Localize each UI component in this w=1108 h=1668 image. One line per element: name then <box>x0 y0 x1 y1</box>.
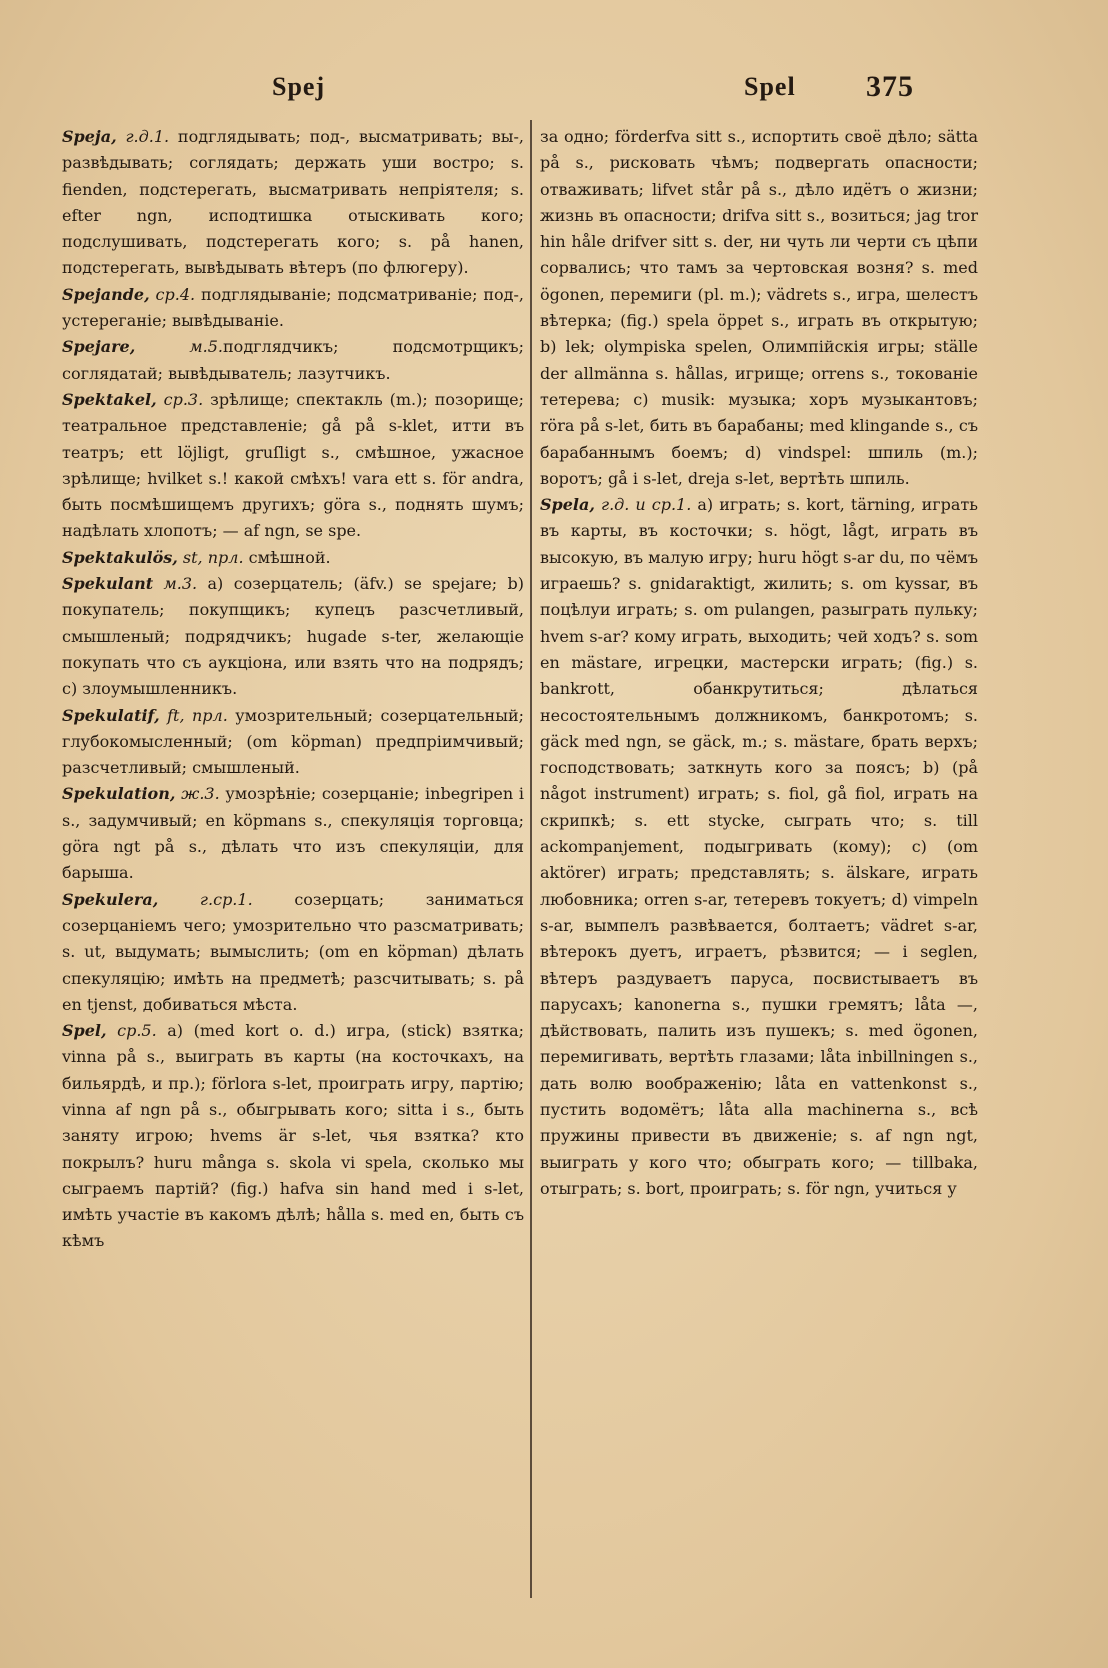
grammar-label: ср.5. <box>106 1021 157 1041</box>
entry <box>62 124 524 282</box>
column-divider <box>530 120 532 1598</box>
entry <box>62 781 524 886</box>
entry <box>540 492 978 1202</box>
entry <box>62 282 524 335</box>
grammar-label: ср.3. <box>156 389 204 409</box>
definition: a) созерцатель; (äfv.) se spejare; b) покупатель; покупщикъ; купецъ разсчетливый, смышленый; подрядчикъ; hugade s-ter, желающіе покупать что съ аукціона, или взять что на подрядъ; c) злоумышленникъ. <box>62 574 524 699</box>
entry <box>62 1018 524 1255</box>
grammar-label: ср.4. <box>149 284 196 304</box>
running-head-right: Spel <box>744 72 796 101</box>
definition: умозрѣніе; созерцаніе; inbegripen i s., задумчивый; en köpmans s., спекуляція торговца; göra ngt på s., дѣлать что изъ спекуляціи, для барыша. <box>62 784 525 883</box>
grammar-label: г.д. и ср.1. <box>594 495 692 515</box>
definition: умозрительный; созерцательный; глубокомысленный; (om köpman) предпріимчивый; разсчетливый; смышленый. <box>62 705 524 778</box>
running-head-left: Spej <box>272 72 326 101</box>
headword: Spekulant <box>62 574 154 594</box>
definition: за одно; förderfva sitt s., испортить своё дѣло; sätta på s., рисковать чѣмъ; подвергать опасности; отваживать; lifvet står på s., дѣло идётъ о жизни; жизнь въ опасности; drifva sitt s., возиться; jag tror hin håle drifver sitt s. der, ни чуть ли черти съ цѣпи сорвались; что тамъ за чертовская возня? s. med ögonen, перемиги (pl. m.); vädrets s., игра, шелестъ вѣтерка; (fig.) spela öppet s., играть въ открытую; b) lek; olympiska spelen, Олимпійскія игры; ställe der allmänna s. hållas, игрище; orrens s., токованіе тетерева; c) musik: музыка; хоръ музыкантовъ; röra på s-let, бить въ барабаны; med klingande s., съ барабаннымъ боемъ; d) vindspel: шпиль (m.); воротъ; gå i s-let, dreja s-let, вертѣть шпиль. <box>540 127 978 488</box>
headword: Speja, <box>62 127 117 146</box>
left-column <box>62 124 524 1255</box>
entry <box>62 545 524 571</box>
headword: Spektakulös, <box>62 547 178 567</box>
entry <box>62 387 524 545</box>
headword: Spektakel, <box>62 389 157 409</box>
headword: Spela, <box>540 495 595 515</box>
entry <box>540 124 978 492</box>
definition: зрѣлище; спектакль (m.); позорище; театральное представленіе; gå på s-klet, итти въ театръ; ett löjligt, gruſligt s., смѣшное, ужасное зрѣлище; hvilket s.! какой смѣхъ! vara ett s. för andra, быть посмѣшищемъ другихъ; göra s., поднять шумъ; надѣлать хлопотъ; — af ngn, se spe. <box>62 389 525 541</box>
definition: созерцать; заниматься созерцаніемъ чего; умозрительно что разсматривать; s. ut, выдумать; вымыслить; (om en köpman) дѣлать спекуляцію; имѣть на предметѣ; разсчитывать; s. på en tjenst, добиваться мѣста. <box>62 889 524 1014</box>
grammar-label: ж.3. <box>175 784 220 804</box>
right-column <box>540 124 978 1202</box>
headword: Spel, <box>62 1021 107 1041</box>
definition: подглядывать; под-, высматривать; вы-, развѣдывать; соглядать; держать уши востро; s. fienden, подстерегать, высматривать непріятеля; s. efter ngn, исподтишка отыскивать кого; подслушивать, подстерегать кого; s. på hanen, подстерегать, вывѣдывать вѣтеръ (по флюгеру). <box>62 127 525 278</box>
definition: a) (med kort o. d.) игра, (stick) взятка; vinna på s., выиграть въ карты (на косточкахъ, на бильярдѣ, и пр.); förlora s-let, проиграть игру, партію; vinna af ngn på s., обыгрывать кого; sitta i s., быть занятy игрою; hvems är s-let, чья взятка? кто покрылъ? huru många s. skola vi spela, сколько мы сыграемъ партій? (fig.) hafva sin hand med i s-let, имѣть участіе въ какомъ дѣлѣ; hålla s. med en, быть съ кѣмъ <box>62 1021 524 1251</box>
grammar-label: st, прл. <box>177 547 244 567</box>
entry <box>62 703 524 782</box>
grammar-label: м.3. <box>153 574 198 594</box>
definition: смѣшной. <box>243 547 331 567</box>
entry <box>62 334 524 387</box>
grammar-label: ft, прл. <box>159 705 228 725</box>
headword: Spekulation, <box>62 784 176 804</box>
headword: Spejande, <box>62 284 150 304</box>
grammar-label: г.д.1. <box>116 127 170 146</box>
definition: a) играть; s. kort, tärning, играть въ карты, въ косточки; s. högt, lågt, играть въ высокую, въ малую игру; huru högt s-ar du, по чёмъ играешь? s. gnidaraktigt, жилить; s. om kyssar, въ поцѣлуи играть; s. om pulangen, разыграть пульку; hvem s-ar? кому играть, выходить; чей ходъ? s. som en mästare, игрецки, мастерски играть; (fig.) s. bankrott, обанкрутиться; дѣлаться несостоятельнымъ должникомъ, банкротомъ; s. gäck med ngn, se gäck, m.; s. mästare, брать верхъ; господствовать; заткнуть кого за поясъ; b) (på något instrument) играть; s. fiol, gå fiol, играть на скрипкѣ; s. ett stycke, сыграть что; s. till ackompanjement, подыгривать (кому); c) (om aktörer) играть; представлять; s. älskare, играть любовника; orren s-ar, тетеревъ токуетъ; d) vimpeln s-ar, вымпелъ развѣвается, болтаетъ; vädret s-ar, вѣтерокъ дуетъ, играетъ, рѣзвится; — i seglen, вѣтеръ раздуваетъ паруса, посвистываетъ въ парусахъ; kanonerna s., пушки гремятъ; låta —, дѣйствовать, палить изъ пушекъ; s. med ögonen, перемигивать, вертѣть глазами; låta inbillningen s., дать волю воображенію; låta en vattenkonst s., пустить водомётъ; låta alla machinerna s., всѣ пружины привести въ движеніе; s. af ngn ngt, выиграть у кого что; обыграть кого; — tillbaka, отыграть; s. bort, проиграть; s. för ngn, учиться у <box>540 495 978 1198</box>
headword: Spekulatif, <box>62 705 160 725</box>
headword: Spekulera, <box>62 889 159 909</box>
entry <box>62 571 524 702</box>
definition: подглядываніе; подсматриваніе; под-, устереганіе; вывѣдываніе. <box>62 284 525 331</box>
entry <box>62 887 524 1018</box>
headword: Spejare, <box>62 337 136 357</box>
definition: подглядчикъ; подсмотрщикъ; соглядатай; вывѣдыватель; лазутчикъ. <box>62 337 524 383</box>
grammar-label: г.ср.1. <box>158 889 253 909</box>
grammar-label: м.5. <box>135 337 224 357</box>
page-number: 375 <box>866 70 914 103</box>
